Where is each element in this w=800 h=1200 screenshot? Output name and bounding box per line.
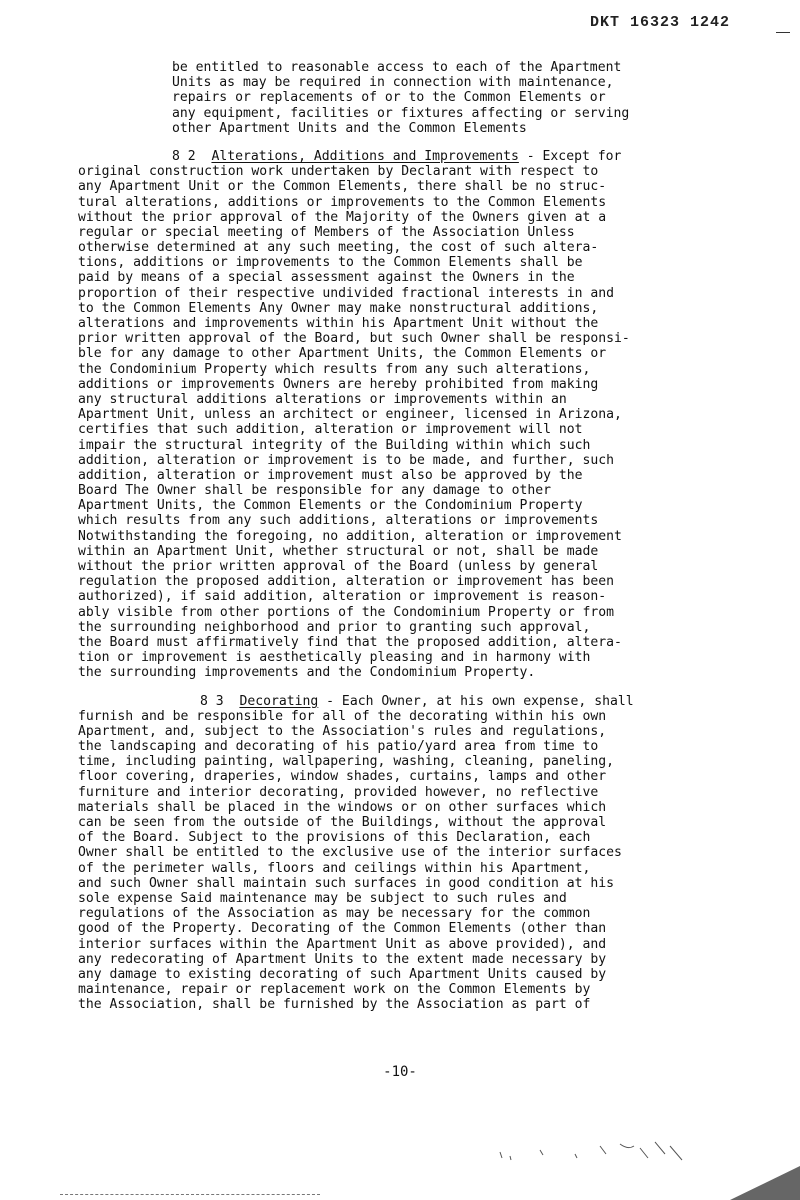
section-heading: Alterations, Additions and Improvements	[211, 148, 519, 164]
text-line: the surrounding neighborhood and prior to granting such approval,	[78, 619, 591, 635]
text-line: ble for any damage to other Apartment Units, the Common Elements or	[78, 346, 607, 362]
text-line: Apartment Units, the Common Elements or the Condominium Property	[78, 498, 583, 514]
text-line: furnish and be responsible for all of the decorating within his own	[78, 708, 607, 724]
text-line: otherwise determined at any such meeting, the cost of such altera-	[78, 240, 599, 256]
text-line: of the perimeter walls, floors and ceilings within his Apartment,	[78, 860, 591, 876]
text-line: sole expense Said maintenance may be subject to such rules and	[78, 890, 567, 906]
text-line: any damage to existing decorating of such Apartment Units caused by	[78, 966, 607, 982]
text-line: floor covering, draperies, window shades, curtains, lamps and other	[78, 769, 607, 785]
text-line: ably visible from other portions of the Condominium Property or from	[78, 604, 615, 620]
text-line: original construction work undertaken by Declarant with respect to	[78, 164, 599, 180]
text-line: authorized), if said addition, alteration or improvement is reason-	[78, 589, 607, 605]
docket-stamp: DKT 16323 1242	[589, 14, 730, 31]
text-line: Notwithstanding the foregoing, no addition, alteration or improvement	[78, 528, 622, 544]
section-heading-rest: - Each Owner, at his own expense, shall	[318, 693, 634, 709]
scan-corner-mark	[710, 1160, 800, 1200]
text-line: maintenance, repair or replacement work on the Common Elements by	[78, 982, 591, 998]
section-heading-rest: - Except for	[518, 148, 622, 164]
edge-mark	[776, 32, 790, 33]
text-line: Apartment, and, subject to the Association's rules and regulations,	[78, 723, 607, 739]
text-line: impair the structural integrity of the Building within which such	[78, 437, 591, 453]
text-line: other Apartment Units and the Common Elements	[172, 120, 527, 136]
text-line: furniture and interior decorating, provided however, no reflective	[78, 784, 599, 800]
text-line: regular or special meeting of Members of the Association Unless	[78, 224, 575, 240]
text-line: tion or improvement is aesthetically pleasing and in harmony with	[78, 650, 591, 666]
text-line: tural alterations, additions or improvements to the Common Elements	[78, 194, 607, 210]
text-line: paid by means of a special assessment against the Owners in the	[78, 270, 575, 286]
text-line: which results from any such additions, alterations or improvements	[78, 513, 599, 529]
section-number: 8 2	[172, 148, 196, 164]
text-line: Board The Owner shall be responsible for any damage to other	[78, 483, 551, 499]
text-line: the landscaping and decorating of his patio/yard area from time to	[78, 739, 599, 755]
text-line: materials shall be placed in the windows or on other surfaces which	[78, 799, 607, 815]
text-line: and such Owner shall maintain such surfaces in good condition at his	[78, 875, 615, 891]
section-heading: Decorating	[239, 693, 319, 709]
continued-paragraph	[78, 60, 728, 136]
document-body	[78, 60, 728, 1012]
text-line: good of the Property. Decorating of the Common Elements (other than	[78, 921, 607, 937]
section-number: 8 3	[200, 693, 224, 709]
text-line: certifies that such addition, alteration or improvement will not	[78, 422, 583, 438]
text-line: addition, alteration or improvement must also be approved by the	[78, 467, 583, 483]
text-line: the Condominium Property which results from any such alterations,	[78, 361, 591, 377]
text-line: be entitled to reasonable access to each of the Apartment	[172, 60, 622, 75]
text-line: the Board must affirmatively find that the proposed addition, altera-	[78, 634, 622, 650]
text-line: repairs or replacements of or to the Common Elements or	[172, 90, 606, 106]
text-line: prior written approval of the Board, but such Owner shall be responsi-	[78, 331, 630, 347]
scan-bottom-rule	[60, 1194, 320, 1195]
text-line: without the prior approval of the Majority of the Owners given at a	[78, 209, 607, 225]
section-8-3	[78, 694, 728, 1013]
text-line: the Association, shall be furnished by the Association as part of	[78, 997, 591, 1013]
paragraph-gap	[78, 681, 728, 694]
text-line: Owner shall be entitled to the exclusive use of the interior surfaces	[78, 845, 622, 861]
text-line: tions, additions or improvements to the Common Elements shall be	[78, 255, 583, 271]
text-line: can be seen from the outside of the Buildings, without the approval	[78, 815, 607, 830]
text-line: proportion of their respective undivided fractional interests in and	[78, 285, 615, 301]
text-line: without the prior written approval of the Board (unless by general	[78, 559, 599, 574]
text-line: Units as may be required in connection with maintenance,	[172, 75, 614, 91]
text-line: to the Common Elements Any Owner may make nonstructural additions,	[78, 300, 599, 316]
text-line: of the Board. Subject to the provisions of this Declaration, each	[78, 830, 591, 846]
text-line: regulations of the Association as may be necessary for the common	[78, 906, 591, 922]
text-line: any redecorating of Apartment Units to the extent made necessary by	[78, 951, 607, 967]
text-line: any equipment, facilities or fixtures affecting or serving	[172, 105, 630, 121]
text-line: Apartment Unit, unless an architect or engineer, licensed in Arizona,	[78, 407, 622, 423]
text-line: alterations and improvements within his Apartment Unit without the	[78, 316, 599, 331]
page-number: -10-	[383, 1064, 417, 1080]
text-line: regulation the proposed addition, alteration or improvement has been	[78, 574, 615, 590]
text-line: additions or improvements Owners are hereby prohibited from making	[78, 376, 599, 392]
text-line: within an Apartment Unit, whether structural or not, shall be made	[78, 543, 599, 559]
section-heading-line	[78, 694, 728, 709]
text-line: any structural additions alterations or improvements within an	[78, 391, 567, 407]
text-line: time, including painting, wallpapering, washing, cleaning, paneling,	[78, 754, 615, 770]
scan-marks	[480, 1132, 720, 1172]
text-line: the surrounding improvements and the Condominium Property.	[78, 665, 536, 681]
text-line: interior surfaces within the Apartment Unit as above provided), and	[78, 936, 607, 952]
section-heading-line	[78, 149, 728, 164]
text-line: addition, alteration or improvement is to be made, and further, such	[78, 452, 615, 468]
paragraph-gap	[78, 136, 728, 149]
text-line: any Apartment Unit or the Common Elements, there shall be no struc-	[78, 179, 607, 195]
section-8-2	[78, 149, 728, 681]
